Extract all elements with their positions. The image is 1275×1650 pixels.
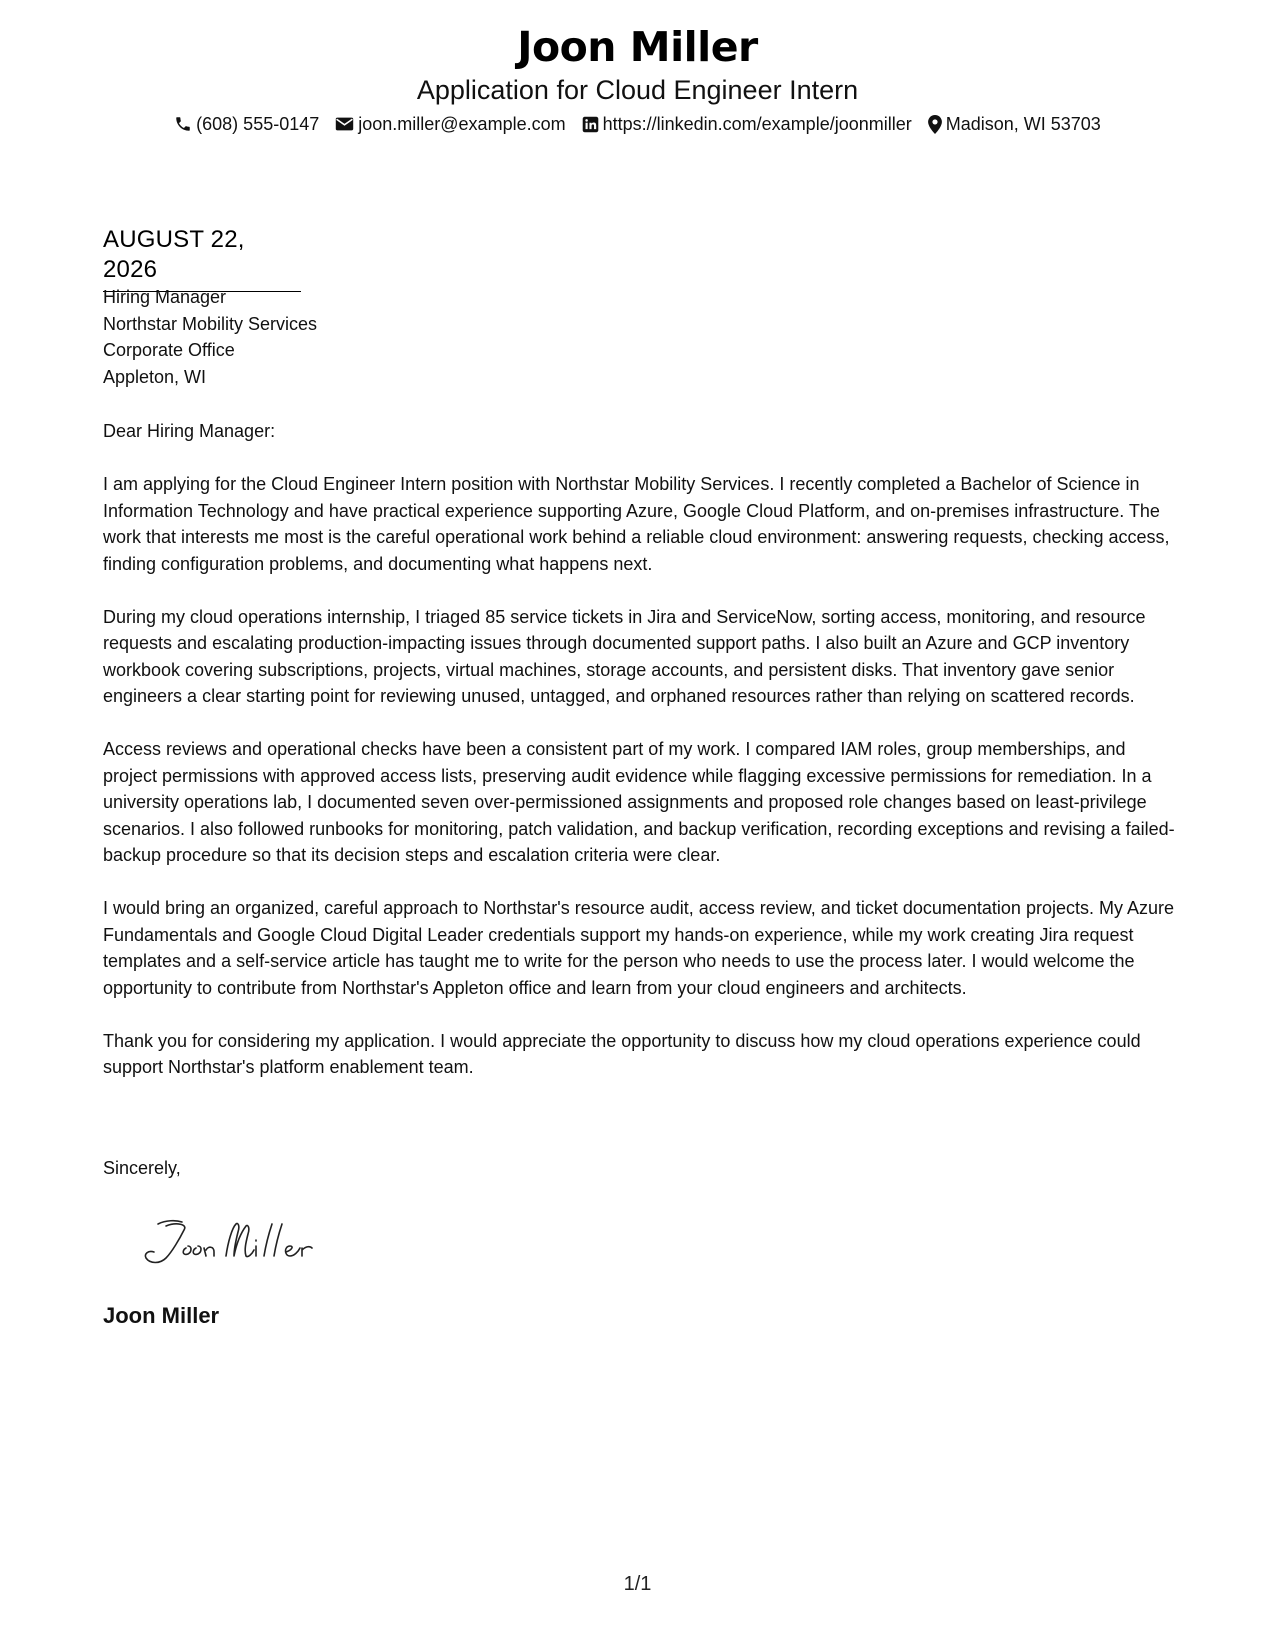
recipient-address [103, 284, 317, 390]
contact-phone [174, 112, 319, 136]
envelope-icon [335, 116, 354, 132]
recipient-company: Northstar Mobility Services [103, 313, 318, 334]
linkedin-url[interactable]: https://linkedin.com/example/joonmiller [602, 114, 912, 134]
letter-header [0, 22, 1275, 136]
phone-icon [174, 115, 192, 133]
page-number: 1/1 [623, 1573, 652, 1595]
recipient-city: Appleton, WI [103, 366, 207, 387]
body-paragraph: I would bring an organized, careful approach to Northstar's resource audit, access review, and ticket documentation projects. My Azure Fundamentals and Google Cloud Digital Leader credentials support my hands-on experience, while my work creating Jira request templates and a self-service article has taught me to write for the person who needs to use the process later. I would welcome the opportunity to contribute from Northstar's Appleton office and learn from your cloud engineers and architects. [103, 898, 1174, 998]
contact-location [928, 112, 1101, 136]
location-text: Madison, WI 53703 [945, 114, 1101, 134]
body-paragraph: Thank you for considering my application. I would appreciate the opportunity to discuss how my cloud operations experience could support Northstar's platform enablement team. [103, 1030, 1141, 1077]
closing-phrase: Sincerely, [103, 1158, 181, 1178]
phone-number: (608) 555-0147 [196, 114, 320, 134]
contact-email[interactable] [335, 112, 565, 136]
recipient-title: Hiring Manager [103, 287, 227, 307]
salutation: Dear Hiring Manager: [103, 421, 276, 441]
letter-date: AUGUST 22, 2026 [103, 225, 301, 292]
recipient-office: Corporate Office [103, 340, 235, 360]
contact-linkedin[interactable] [582, 112, 912, 136]
application-subtitle: Application for Cloud Engineer Intern [416, 75, 859, 105]
body-paragraph: I am applying for the Cloud Engineer Intern position with Northstar Mobility Services. I recently completed a Bachelor of Science in Information Technology and have practical experience supporting Azure, Google Cloud Platform, and on-premises infrastructure. The work that interests me most is the careful operational work behind a reliable cloud environment: answering requests, checking access, finding configuration problems, and documenting what happens next. [103, 474, 1170, 574]
handwritten-signature [136, 1212, 336, 1272]
applicant-name: Joon Miller [517, 23, 758, 71]
linkedin-icon [582, 116, 599, 133]
body-paragraph: During my cloud operations internship, I triaged 85 service tickets in Jira and ServiceNow, sorting access, monitoring, and resource requests and escalating production-impacting issues through documented support paths. I also built an Azure and GCP inventory workbook covering subscriptions, projects, virtual machines, storage accounts, and persistent disks. That inventory gave senior engineers a clear starting point for reviewing unused, untagged, and orphaned resources rather than relying on scattered records. [103, 606, 1146, 706]
contact-bar [0, 112, 1275, 136]
body-paragraph: Access reviews and operational checks have been a consistent part of my work. I compared IAM roles, group memberships, and project permissions with approved access lists, preserving audit evidence while flagging excessive permissions for remediation. In a university operations lab, I documented seven over-permissioned assignments and proposed role changes based on least-privilege scenarios. I also followed runbooks for monitoring, patch validation, and backup verification, recording exceptions and revising a failed-backup procedure so that its decision steps and escalation criteria were clear. [103, 739, 1175, 865]
signed-name: Joon Miller [103, 1303, 220, 1328]
letter-body [103, 418, 1175, 1107]
letter-date-block [103, 225, 301, 292]
email-address[interactable]: joon.miller@example.com [358, 114, 566, 134]
map-pin-icon [928, 115, 942, 134]
